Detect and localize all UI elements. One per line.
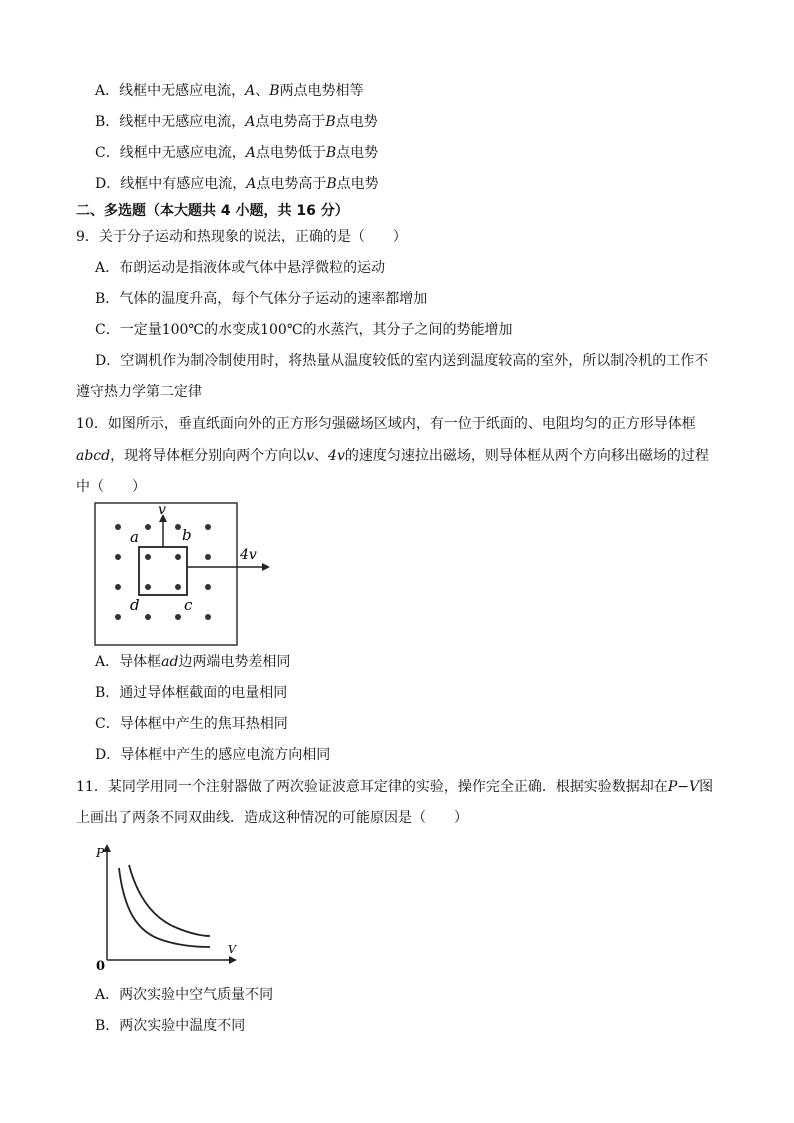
stem-text: 的速度匀速拉出磁场，则导体框从两个方向移出磁场的过程	[344, 448, 709, 464]
label-a: a	[130, 528, 139, 546]
q9-option-b: B．气体的温度升高，每个气体分子运动的速率都增加	[95, 291, 428, 307]
var-v: v	[306, 448, 315, 464]
option-text: A．导体框	[95, 654, 162, 670]
q9-option-c: C．一定量100℃的水变成100℃的水蒸汽，其分子之间的势能增加	[95, 322, 513, 338]
q10-option-d: D．导体框中产生的感应电流方向相同	[95, 747, 331, 763]
q10-figure	[94, 501, 274, 647]
field-dot	[115, 614, 121, 620]
stem-text: ，现将导体框分别向两个方向以	[110, 448, 307, 464]
q9-option-d-cont: 遵守热力学第二定律	[76, 384, 202, 400]
q10-option-c: C．导体框中产生的焦耳热相同	[95, 716, 288, 732]
label-4v: 4v	[240, 547, 257, 563]
origin-label: 0	[96, 959, 106, 970]
q11-option-b: B．两次实验中温度不同	[95, 1018, 246, 1034]
prev-option-a	[95, 81, 364, 101]
field-dot	[175, 614, 181, 620]
option-text: 点电势	[336, 176, 379, 192]
option-text: 点电势	[335, 114, 378, 130]
velocity-4v-arrowhead	[262, 563, 270, 571]
field-dot	[145, 554, 151, 560]
axis-label-v: V	[228, 943, 236, 956]
option-text: 点电势高于	[256, 176, 327, 192]
stem-text: 图	[699, 779, 714, 795]
var-a: A	[246, 176, 257, 192]
prev-option-d	[95, 174, 379, 194]
q10-stem-line2	[76, 446, 709, 466]
var-a: A	[245, 114, 256, 130]
var-abcd: abcd	[76, 448, 111, 464]
stem-text: 11．某同学用同一个注射器做了两次验证波意耳定律的实验，操作完全正确．根据实验数据却在	[76, 779, 668, 795]
label-v: v	[158, 502, 166, 518]
var-4v: 4v	[328, 448, 345, 464]
field-dot	[115, 584, 121, 590]
q11-stem-line2: 上画出了两条不同双曲线．造成这种情况的可能原因是（ ）	[76, 810, 468, 826]
q9-option-a: A．布朗运动是指液体或气体中悬浮微粒的运动	[95, 260, 386, 276]
q11-figure	[92, 840, 242, 970]
q11-stem-line1	[76, 777, 713, 797]
q10-stem-line1: 10．如图所示，垂直纸面向外的正方形匀强磁场区域内，有一位于纸面的、电阻均匀的正方形导体框	[76, 416, 696, 432]
option-text: 、	[255, 83, 270, 99]
q10-option-b: B．通过导体框截面的电量相同	[95, 685, 288, 701]
option-text: C．线框中无感应电流，	[95, 145, 246, 161]
field-dot	[115, 524, 121, 530]
axis-label-p: P	[96, 846, 105, 860]
q9-stem: 9．关于分子运动和热现象的说法，正确的是（ ）	[76, 229, 407, 245]
option-text: 点电势低于	[255, 145, 326, 161]
field-dot	[205, 584, 211, 590]
option-text: 两点电势相等	[279, 83, 364, 99]
field-dot	[115, 554, 121, 560]
prev-option-b	[95, 112, 378, 132]
field-dot	[205, 614, 211, 620]
q9-option-d: D．空调机作为制冷制使用时，将热量从温度较低的室内送到温度较高的室外，所以制冷机的工作不	[95, 353, 709, 369]
field-dot	[175, 584, 181, 590]
var-a: A	[245, 145, 256, 161]
option-text: A．线框中无感应电流，	[95, 83, 246, 99]
var-pv: P−V	[667, 779, 700, 795]
field-dot	[145, 524, 151, 530]
var-b: B	[326, 176, 337, 192]
x-axis-arrowhead	[229, 956, 237, 964]
var-b: B	[325, 145, 337, 161]
field-dot	[175, 554, 181, 560]
label-d: d	[130, 596, 140, 614]
var-a: A	[245, 83, 256, 99]
option-text: 点电势高于	[255, 114, 326, 130]
field-region-border	[95, 503, 237, 645]
field-dot	[175, 524, 181, 530]
label-c: c	[184, 596, 193, 614]
field-dot	[145, 584, 151, 590]
q10-stem-line3: 中（ ）	[76, 479, 146, 495]
label-b: b	[182, 526, 192, 544]
option-text: 点电势	[336, 145, 379, 161]
option-text: B．线框中无感应电流，	[95, 114, 246, 130]
field-dot	[205, 524, 211, 530]
option-text: 边两端电势差相同	[178, 654, 291, 670]
option-text: D．线框中有感应电流，	[95, 176, 247, 192]
var-b: B	[269, 83, 280, 99]
stem-text: 、	[314, 448, 329, 464]
section-title: 二、多选题（本大题共 4 小题，共 16 分）	[76, 203, 349, 219]
isotherm-upper	[129, 865, 210, 936]
field-dot	[205, 554, 211, 560]
prev-option-c	[95, 143, 378, 163]
q10-option-a	[95, 652, 290, 672]
var-ad: ad	[161, 654, 179, 670]
field-dot	[145, 614, 151, 620]
var-b: B	[325, 114, 336, 130]
q11-option-a: A．两次实验中空气质量不同	[95, 987, 274, 1003]
y-axis-arrowhead	[103, 844, 111, 852]
